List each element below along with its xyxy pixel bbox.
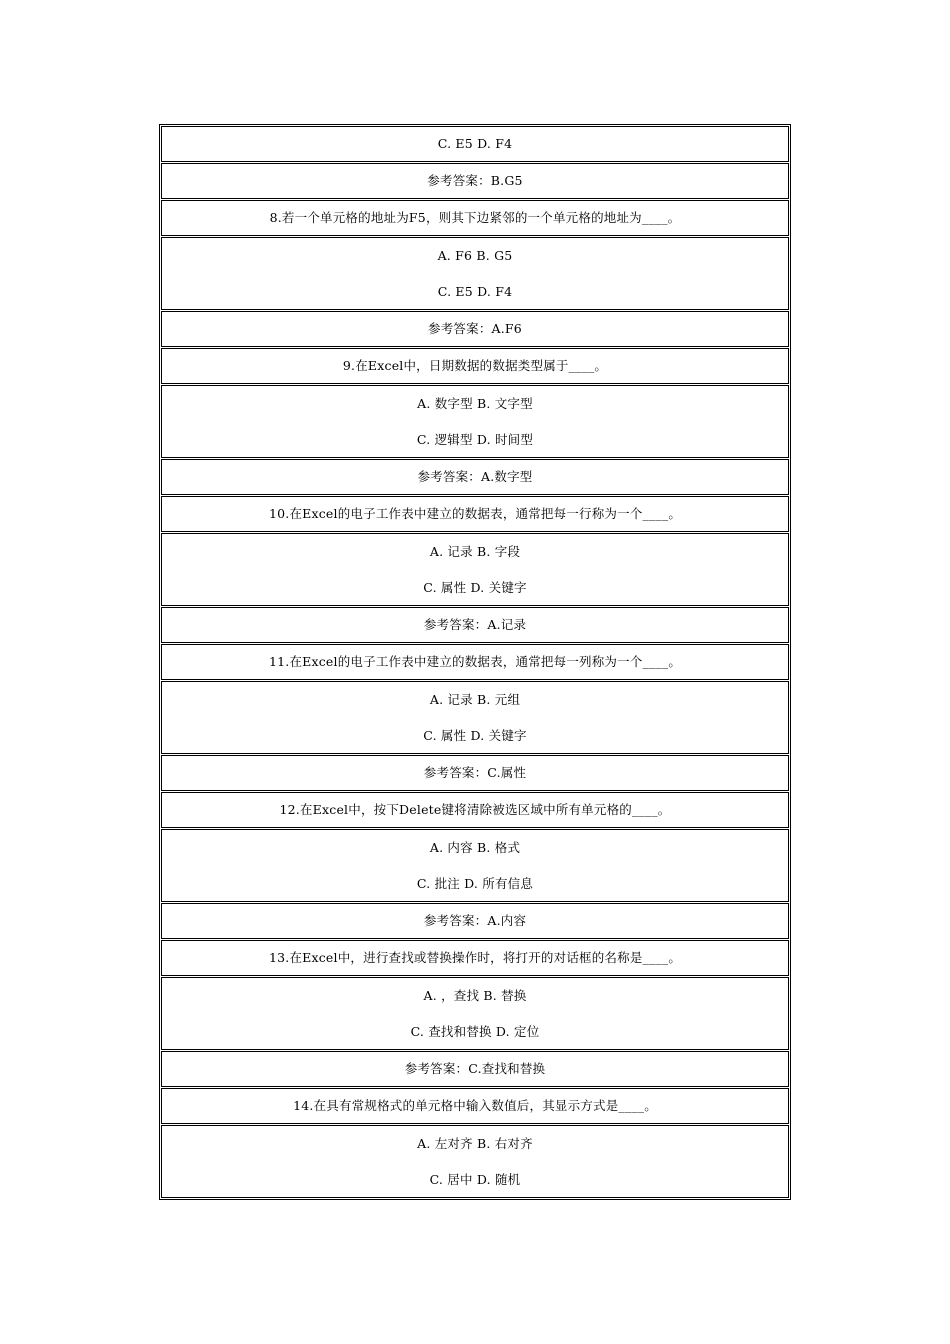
option-row (161, 1125, 789, 1198)
answer-text: 参考答案：A.F6 (428, 321, 522, 336)
option-text: C. 逻辑型 D. 时间型 (416, 432, 534, 447)
quiz-table (159, 124, 791, 1200)
question-row (161, 644, 789, 680)
option-row (161, 385, 789, 458)
option-row (161, 829, 789, 902)
question-text: 10.在Excel的电子工作表中建立的数据表，通常把每一行称为一个____。 (268, 506, 682, 521)
question-row (161, 496, 789, 532)
answer-text: 参考答案：C.查找和替换 (404, 1061, 546, 1076)
option-text: C. E5 D. F4 (437, 284, 513, 299)
option-row (161, 237, 789, 310)
option-text: C. 查找和替换 D. 定位 (410, 1024, 540, 1039)
option-text: A. 记录 B. 字段 (429, 544, 521, 559)
question-text: 12.在Excel中，按下Delete键将清除被选区域中所有单元格的____。 (279, 802, 671, 817)
option-text: A. 内容 B. 格式 (429, 840, 521, 855)
question-row (161, 1088, 789, 1124)
question-text: 14.在具有常规格式的单元格中输入数值后，其显示方式是____。 (293, 1098, 657, 1113)
answer-row (161, 755, 789, 791)
answer-row (161, 311, 789, 347)
option-row (161, 977, 789, 1050)
answer-text: 参考答案：B.G5 (427, 173, 523, 188)
question-text: 13.在Excel中，进行查找或替换操作时，将打开的对话框的名称是____。 (268, 950, 682, 965)
answer-text: 参考答案：A.内容 (423, 913, 527, 928)
option-text: C. 属性 D. 关键字 (423, 580, 527, 595)
option-text: A. 记录 B. 元组 (429, 692, 521, 707)
question-row (161, 792, 789, 828)
option-text: A. ，查找 B. 替换 (423, 988, 527, 1003)
question-text: 8.若一个单元格的地址为F5，则其下边紧邻的一个单元格的地址为____。 (269, 210, 681, 225)
question-row (161, 200, 789, 236)
question-row (161, 348, 789, 384)
option-text: A. 左对齐 B. 右对齐 (417, 1136, 533, 1151)
option-text: C. 属性 D. 关键字 (423, 728, 527, 743)
question-row (161, 940, 789, 976)
option-text: C. 居中 D. 随机 (429, 1172, 521, 1187)
answer-row (161, 163, 789, 199)
question-text: 11.在Excel的电子工作表中建立的数据表，通常把每一列称为一个____。 (268, 654, 682, 669)
option-text: A. 数字型 B. 文字型 (417, 396, 533, 411)
answer-row (161, 903, 789, 939)
option-text: C. E5 D. F4 (437, 136, 513, 151)
answer-row (161, 607, 789, 643)
option-row (161, 681, 789, 754)
option-row (161, 126, 789, 162)
answer-text: 参考答案：A.数字型 (417, 469, 533, 484)
question-text: 9.在Excel中，日期数据的数据类型属于____。 (342, 358, 608, 373)
answer-row (161, 1051, 789, 1087)
answer-row (161, 459, 789, 495)
option-text: C. 批注 D. 所有信息 (416, 876, 534, 891)
option-row (161, 533, 789, 606)
answer-text: 参考答案：A.记录 (423, 617, 527, 632)
option-text: A. F6 B. G5 (437, 248, 513, 263)
answer-text: 参考答案：C.属性 (423, 765, 527, 780)
